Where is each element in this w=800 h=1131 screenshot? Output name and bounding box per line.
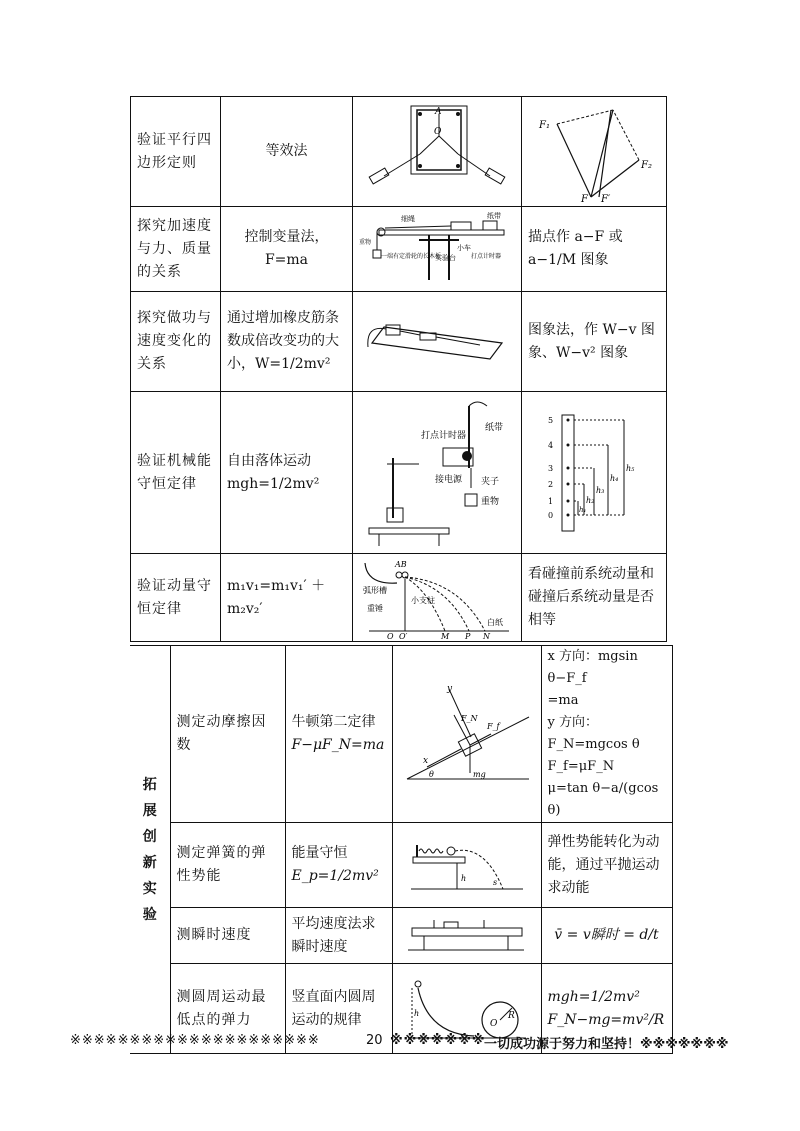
method-text: 控制变量法，F=ma	[244, 229, 329, 268]
experiment-name: 探究加速度与力、质量的关系	[131, 207, 221, 292]
label-O: O	[489, 1018, 497, 1029]
method-line: E_p=1/2mv²	[291, 868, 379, 884]
experiment-method: m₁v₁=m₁v₁′ ＋ m₂v₂′	[221, 554, 353, 642]
figure-cell	[353, 392, 522, 554]
label-cart: 小车	[457, 244, 471, 252]
process-cell: v̄ = v瞬时 = d/t	[541, 908, 672, 964]
label-F2: F₂	[641, 159, 652, 171]
label-F-prime: F′	[601, 193, 611, 202]
spring-apparatus-figure	[407, 835, 527, 895]
experiment-method	[285, 646, 392, 823]
method-line: 能量守恒	[291, 845, 348, 861]
label-power: 接电源	[435, 474, 463, 485]
table-row	[131, 207, 667, 292]
friction-incline-figure	[399, 679, 535, 789]
process-cell	[522, 207, 667, 292]
label-mg: mg	[472, 770, 486, 779]
experiment-name: 验证动量守恒定律	[131, 554, 221, 642]
label-clip: 夹子	[481, 476, 500, 487]
experiment-name: 测定弹簧的弹性势能	[170, 823, 285, 908]
label-rope: 细绳	[401, 215, 415, 223]
tape-measurement-figure	[534, 413, 654, 533]
footer-stars-left: ※※※※※※※※※※※※※※※※※※※※※	[70, 1033, 320, 1048]
process-cell	[522, 292, 667, 392]
momentum-apparatus-figure	[359, 557, 515, 639]
figure-cell	[392, 908, 541, 964]
figure-cell	[522, 392, 667, 554]
free-fall-apparatus-figure	[359, 398, 515, 548]
footer-motto: 一切成功源于努力和坚持！※※※※※※※	[484, 1037, 729, 1052]
label-hammer: 重锤	[367, 603, 383, 613]
method-line: 牛顿第二定律	[291, 714, 376, 730]
label-O: O	[387, 631, 394, 639]
process-line: y 方向：F_N=mgcos θ	[547, 715, 640, 752]
label-O-prime: O′	[399, 631, 408, 639]
experiment-name: 测瞬时速度	[170, 908, 285, 964]
process-line: F_N−mg=mv²/R	[547, 1011, 665, 1028]
table-row	[130, 646, 672, 823]
ext-char: 拓	[142, 776, 157, 793]
label-board: 一端有定滑轮的长木板	[381, 253, 442, 260]
tick-label: 1	[548, 496, 554, 506]
method-line: F−μF_N=ma	[291, 737, 385, 753]
experiment-method	[221, 207, 353, 292]
tick-label: 4	[548, 440, 554, 450]
label-y: y	[446, 684, 452, 694]
process-text: 描点作 a−F 或 a−1/M 图象	[528, 229, 623, 268]
experiment-method: 等效法	[221, 97, 353, 207]
process-line: =ma	[547, 693, 579, 708]
process-cell	[541, 646, 672, 823]
experiment-name: 探究做功与速度变化的关系	[131, 292, 221, 392]
label-AB: AB	[395, 559, 407, 569]
label-h5: h₅	[626, 463, 635, 473]
experiment-name: 验证机械能守恒定律	[131, 392, 221, 554]
experiment-method: 通过增加橡皮筋条数成倍改变功的大小，W=1/2mv²	[221, 292, 353, 392]
label-table: 实验台	[435, 254, 456, 262]
ext-char: 新	[142, 854, 157, 871]
figure-cell	[392, 646, 541, 823]
process-text: 看碰撞前系统动量和碰撞后系统动量是否相等	[528, 566, 654, 628]
figure-cell	[353, 292, 522, 392]
page-footer	[0, 1030, 800, 1052]
table-row	[131, 392, 667, 554]
label-post: 小支柱	[411, 595, 435, 605]
extension-label	[130, 646, 170, 1054]
acceleration-apparatus-figure	[359, 210, 515, 288]
table-row	[130, 908, 672, 964]
label-h: h	[413, 1008, 419, 1018]
process-text: 图象法，作 W−v 图象、W−v² 图象	[528, 321, 655, 361]
label-F: F	[581, 193, 588, 202]
page-number: 20	[366, 1033, 383, 1048]
experiment-method: 平均速度法求瞬时速度	[285, 908, 392, 964]
tick-label: 5	[548, 415, 554, 425]
tape-ticks	[548, 416, 553, 520]
process-line: F_f=μF_N	[547, 759, 615, 774]
ext-char: 验	[142, 906, 157, 923]
label-h4: h₄	[610, 473, 619, 483]
table-row	[131, 554, 667, 642]
process-line: x 方向：mgsin θ−F_f	[547, 649, 638, 686]
air-track-figure	[404, 914, 530, 958]
experiment-name: 测圆周运动最低点的弹力	[170, 964, 285, 1054]
process-cell	[522, 554, 667, 642]
label-N: N	[483, 631, 490, 639]
label-Ff: F_f	[486, 722, 500, 731]
figure-cell	[353, 207, 522, 292]
process-line: μ=tan θ−a/(gcos θ)	[547, 781, 659, 818]
label-A: A	[435, 106, 442, 117]
figure-cell	[353, 97, 522, 207]
ext-char: 创	[142, 828, 157, 845]
process-line: mgh=1/2mv²	[547, 988, 640, 1005]
label-R: R	[507, 1010, 515, 1021]
figure-cell	[392, 823, 541, 908]
label-free-weight: 重物	[481, 496, 500, 507]
ext-char: 展	[142, 802, 157, 819]
experiment-method: 竖直面内圆周运动的规律	[285, 964, 392, 1054]
label-F1: F₁	[539, 119, 550, 131]
label-paper: 白纸	[487, 617, 503, 627]
label-s: s	[492, 878, 497, 887]
table-row	[131, 97, 667, 207]
label-free-timer: 打点计时器	[421, 430, 467, 441]
footer-stars-right: ※※※※※※※	[390, 1033, 486, 1048]
label-groove: 弧形槽	[363, 585, 387, 595]
force-diagram-figure	[529, 102, 659, 202]
figure-cell	[353, 554, 522, 642]
label-P: P	[465, 631, 471, 639]
parallelogram-apparatus-figure	[362, 102, 512, 202]
label-weight: 重物	[359, 239, 372, 246]
experiment-method: 自由落体运动 mgh=1/2mv²	[221, 392, 353, 554]
experiment-table	[130, 96, 667, 642]
label-timer: 打点计时器	[471, 253, 502, 260]
label-O: O	[434, 126, 442, 137]
label-FN: F_N	[460, 714, 478, 723]
label-h2: h₂	[586, 495, 595, 505]
label-tape: 纸带	[487, 212, 501, 220]
table-row	[131, 292, 667, 392]
label-theta: θ	[428, 770, 434, 779]
label-h1: h₁	[579, 505, 587, 514]
experiment-name: 验证平行四边形定则	[131, 97, 221, 207]
tick-label: 0	[548, 510, 554, 520]
table-row	[130, 823, 672, 908]
process-cell: 弹性势能转化为动能，通过平抛运动求动能	[541, 823, 672, 908]
label-h: h	[460, 874, 466, 883]
ext-char: 实	[142, 880, 157, 897]
tick-label: 3	[548, 463, 554, 473]
experiment-name: 测定动摩擦因数	[170, 646, 285, 823]
tick-label: 2	[548, 479, 554, 489]
label-x: x	[422, 756, 428, 766]
label-h3: h₃	[596, 485, 605, 495]
extension-table	[130, 645, 673, 1054]
figure-cell	[522, 97, 667, 207]
experiment-method	[285, 823, 392, 908]
label-free-tape: 纸带	[485, 422, 504, 433]
rubber-band-apparatus-figure	[362, 307, 512, 377]
label-M: M	[441, 631, 450, 639]
